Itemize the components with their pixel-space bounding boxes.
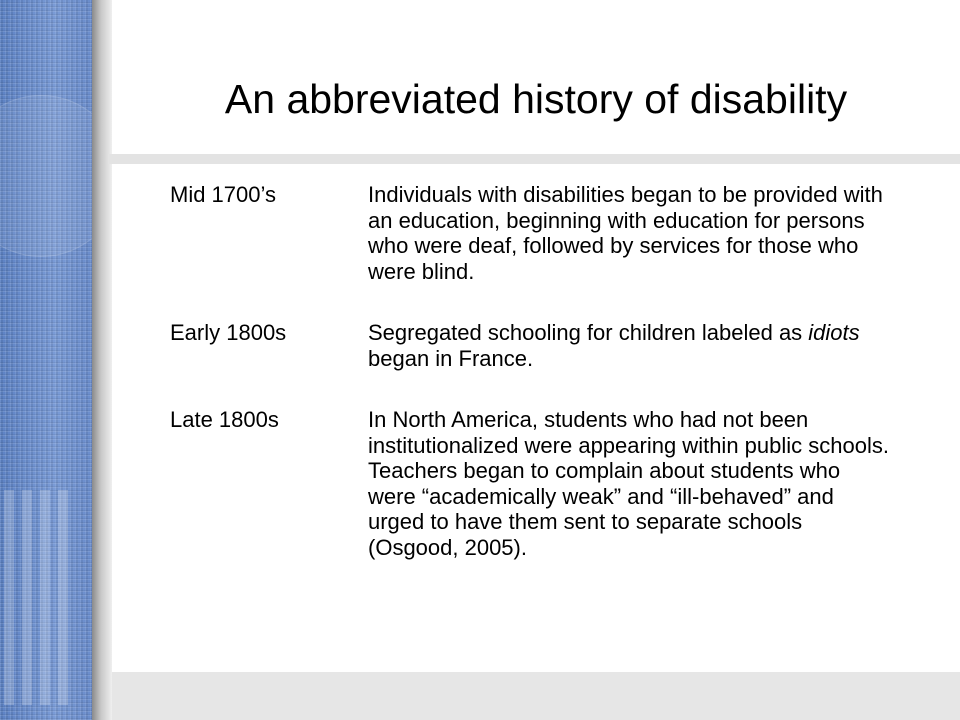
sidebar-bar-decoration [40,490,50,705]
slide-title: An abbreviated history of disability [224,76,848,122]
entry-date: Late 1800s [170,407,279,432]
entry-date: Early 1800s [170,320,287,345]
entry-description [368,320,890,371]
entry-description: Individuals with disabilities began to be provided with an education, beginning with education for persons who were deaf, followed by services for those who were blind. [368,182,883,284]
sidebar-edge-shadow [92,0,112,720]
timeline-entry [170,182,890,284]
timeline-entry [170,320,890,371]
sidebar-bar-decoration [58,490,68,705]
timeline-entry [170,407,890,560]
sidebar-bar-decoration [22,490,32,705]
entry-description: In North America, students who had not been institutionalized were appearing within public schools. Teachers began to complain about students who were “academically weak” and “ill-behaved” and urged to have them sent to separate schools (Osgood, 2005). [368,407,889,560]
footer-band [112,672,960,720]
decorative-sidebar [0,0,92,720]
description-text: Segregated schooling for children labeled as [368,320,809,345]
emphasized-term: idiots [808,320,860,345]
timeline-list [170,182,890,596]
description-text: began in France. [368,345,534,371]
title-divider [108,154,960,164]
entry-date: Mid 1700’s [170,182,276,207]
sidebar-circle-decoration [0,95,92,257]
sidebar-bar-decoration [4,490,14,705]
